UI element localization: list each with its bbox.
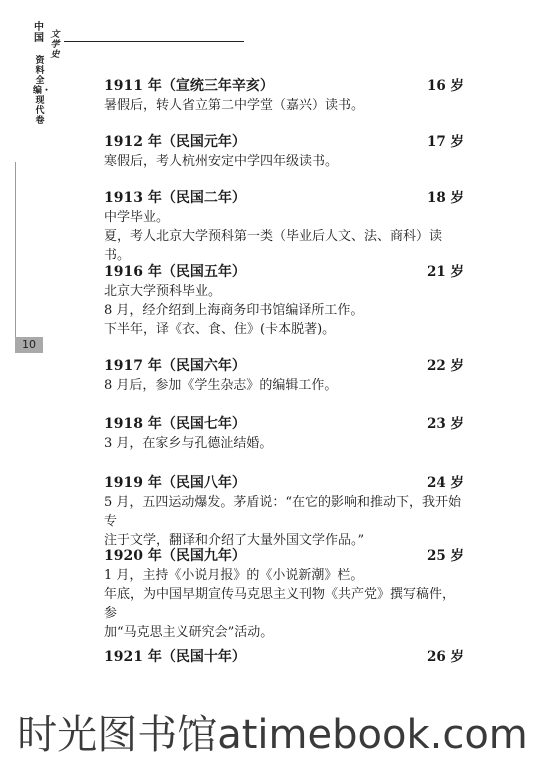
entry-text-line: 注于文学，翻译和介绍了大量外国文学作品。” — [104, 533, 365, 548]
entry-heading — [104, 412, 462, 434]
entry-heading — [104, 645, 462, 667]
side-rule — [15, 162, 16, 337]
entry-age: 23 岁 — [427, 416, 464, 432]
entry-text-line: 夏，考人北京大学预科第一类（毕业后人文、法、商科）读书。 — [104, 229, 443, 263]
entry-text-line: 1 月，主持《小说月报》的《小说新潮》栏。 — [104, 568, 364, 583]
entry-heading — [104, 260, 462, 282]
entry-heading — [104, 354, 462, 376]
series-title-volume: 资料全编・现代卷 — [33, 56, 52, 126]
entry-text-line: 寒假后，考人杭州安定中学四年级读书。 — [104, 154, 339, 169]
entry-age: 26 岁 — [427, 649, 464, 665]
entry-heading — [104, 471, 462, 493]
entry-heading — [104, 186, 462, 208]
entry-age: 16 岁 — [427, 78, 464, 94]
entry-heading — [104, 74, 462, 96]
chronology-entry — [86, 74, 462, 115]
entry-year: 1919 年（民国八年） — [104, 475, 246, 491]
entry-year: 1921 年（民国十年） — [104, 649, 246, 665]
entry-year: 1913 年（民国二年） — [104, 190, 246, 206]
chronology-entry — [86, 645, 462, 667]
chronology-entry — [86, 130, 462, 171]
entry-text-line: 8 月，经介绍到上海商务印书馆编译所工作。 — [104, 303, 364, 318]
entry-text-line: 暑假后，转人省立第二中学堂（嘉兴）读书。 — [104, 98, 365, 113]
entry-year: 1918 年（民国七年） — [104, 416, 246, 432]
entry-year: 1912 年（民国元年） — [104, 134, 246, 150]
series-title-chinese: 中国 — [34, 22, 44, 44]
entry-heading — [104, 130, 462, 152]
series-title-literature-history: 文学史 — [50, 30, 60, 60]
chronology-entry — [86, 354, 462, 395]
entry-age: 18 岁 — [427, 190, 464, 206]
chronology-entry — [86, 186, 462, 265]
chronology-entry — [86, 412, 462, 453]
entry-text-line: 5 月，五四运动爆发。茅盾说：“在它的影响和推动下，我开始专 — [104, 495, 462, 529]
entry-text-line: 8 月后，参加《学生杂志》的编辑工作。 — [104, 378, 338, 393]
entry-heading — [104, 544, 462, 566]
page-number: 10 — [15, 337, 43, 353]
entry-age: 21 岁 — [427, 264, 464, 280]
chronology-entry — [86, 544, 462, 642]
entry-text-line: 年底，为中国早期宣传马克思主义刊物《共产党》撰写稿件，参 — [104, 587, 456, 621]
entry-text-line: 3 月，在家乡与孔德沚结婚。 — [104, 436, 273, 451]
entry-text-line: 中学毕业。 — [104, 210, 170, 225]
entry-year: 1911 年（宣统三年辛亥） — [104, 78, 274, 94]
entry-text-line: 下半年，译《衣、食、住》(卡本脱著)。 — [104, 322, 336, 337]
entry-age: 24 岁 — [427, 475, 464, 491]
entry-text-line: 加“马克思主义研究会”活动。 — [104, 625, 274, 640]
entry-year: 1917 年（民国六年） — [104, 358, 246, 374]
header-rule — [64, 41, 244, 42]
watermark: 时光图书馆atimebook.com — [17, 712, 528, 758]
chronology-entry — [86, 260, 462, 339]
entry-age: 25 岁 — [427, 548, 464, 564]
entry-text-line: 北京大学预科毕业。 — [104, 284, 222, 299]
entry-year: 1920 年（民国九年） — [104, 548, 246, 564]
chronology-entry — [86, 471, 462, 550]
entry-year: 1916 年（民国五年） — [104, 264, 246, 280]
entry-age: 22 岁 — [427, 358, 464, 374]
entry-age: 17 岁 — [427, 134, 464, 150]
